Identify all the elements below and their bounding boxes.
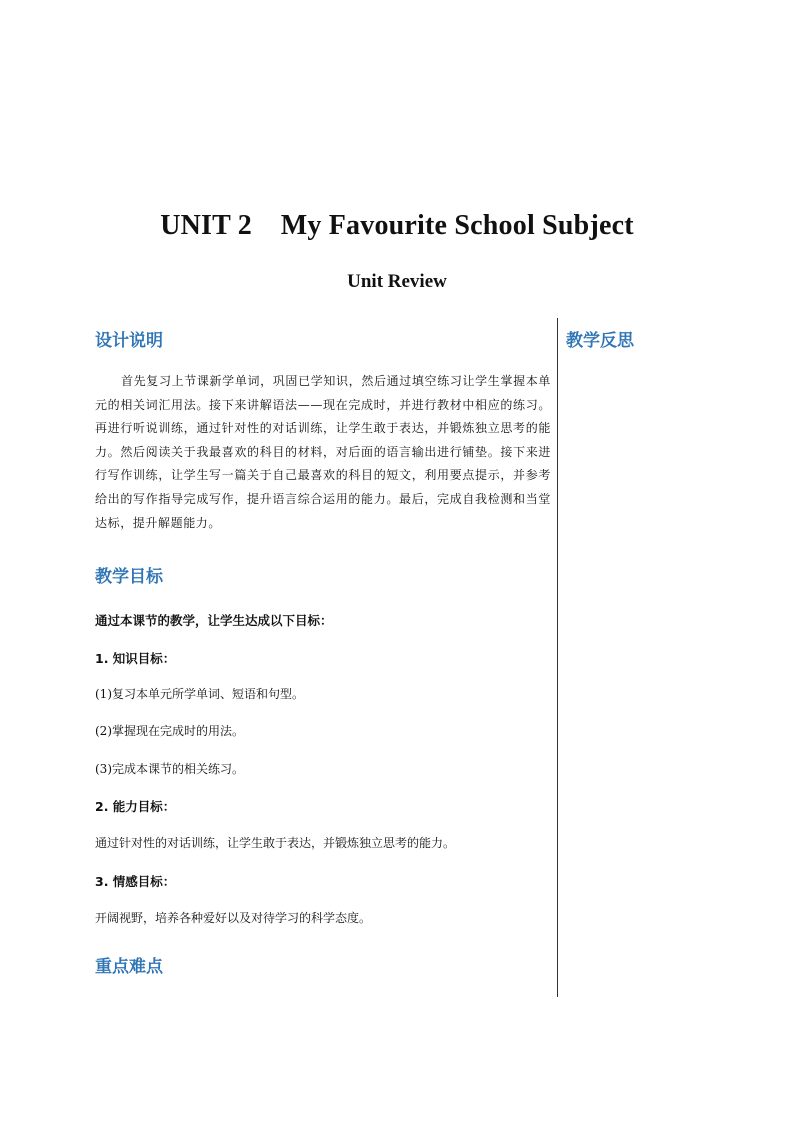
ability-objective-text: 通过针对性的对话训练，让学生敢于表达，并锻炼独立思考的能力。: [95, 836, 456, 850]
ability-objective-title: 2. 能力目标：: [95, 799, 176, 814]
key-points-heading: 重点难点: [95, 957, 163, 977]
emotion-objective-title: 3. 情感目标：: [95, 874, 176, 889]
document-title: UNIT 2 My Favourite School Subject: [160, 210, 634, 241]
design-paragraph: 首先复习上节课新学单词，巩固已学知识，然后通过填空练习让学生掌握本单元的相关词汇用法。接下来讲解语法——现在完成时，并进行教材中相应的练习。再进行听说训练，通过针对性的对话训练，让学生敢于表达，并锻炼独立思考的能力。然后阅读关于我最喜欢的科目的材料，对后面的语言输出进行铺垫。接下来进行写作训练，让学生写一篇关于自己最喜欢的科目的短文，利用要点提示，并参考给出的写作指导完成写作，提升语言综合运用的能力。最后，完成自我检测和当堂达标，提升解题能力。: [95, 374, 551, 530]
document-subtitle: Unit Review: [347, 271, 447, 292]
design-heading: 设计说明: [95, 331, 163, 351]
reflection-heading: 教学反思: [566, 331, 634, 351]
emotion-objective-text: 开阔视野，培养各种爱好以及对待学习的科学态度。: [95, 911, 372, 925]
objectives-intro: 通过本课节的教学，让学生达成以下目标：: [95, 613, 333, 628]
objectives-heading: 教学目标: [95, 567, 163, 587]
knowledge-objective-title: 1. 知识目标：: [95, 651, 176, 666]
knowledge-item: (2)掌握现在完成时的用法。: [95, 724, 244, 738]
knowledge-item: (1)复习本单元所学单词、短语和句型。: [95, 687, 304, 701]
column-divider: [557, 318, 558, 997]
knowledge-item: (3)完成本课节的相关练习。: [95, 762, 244, 776]
